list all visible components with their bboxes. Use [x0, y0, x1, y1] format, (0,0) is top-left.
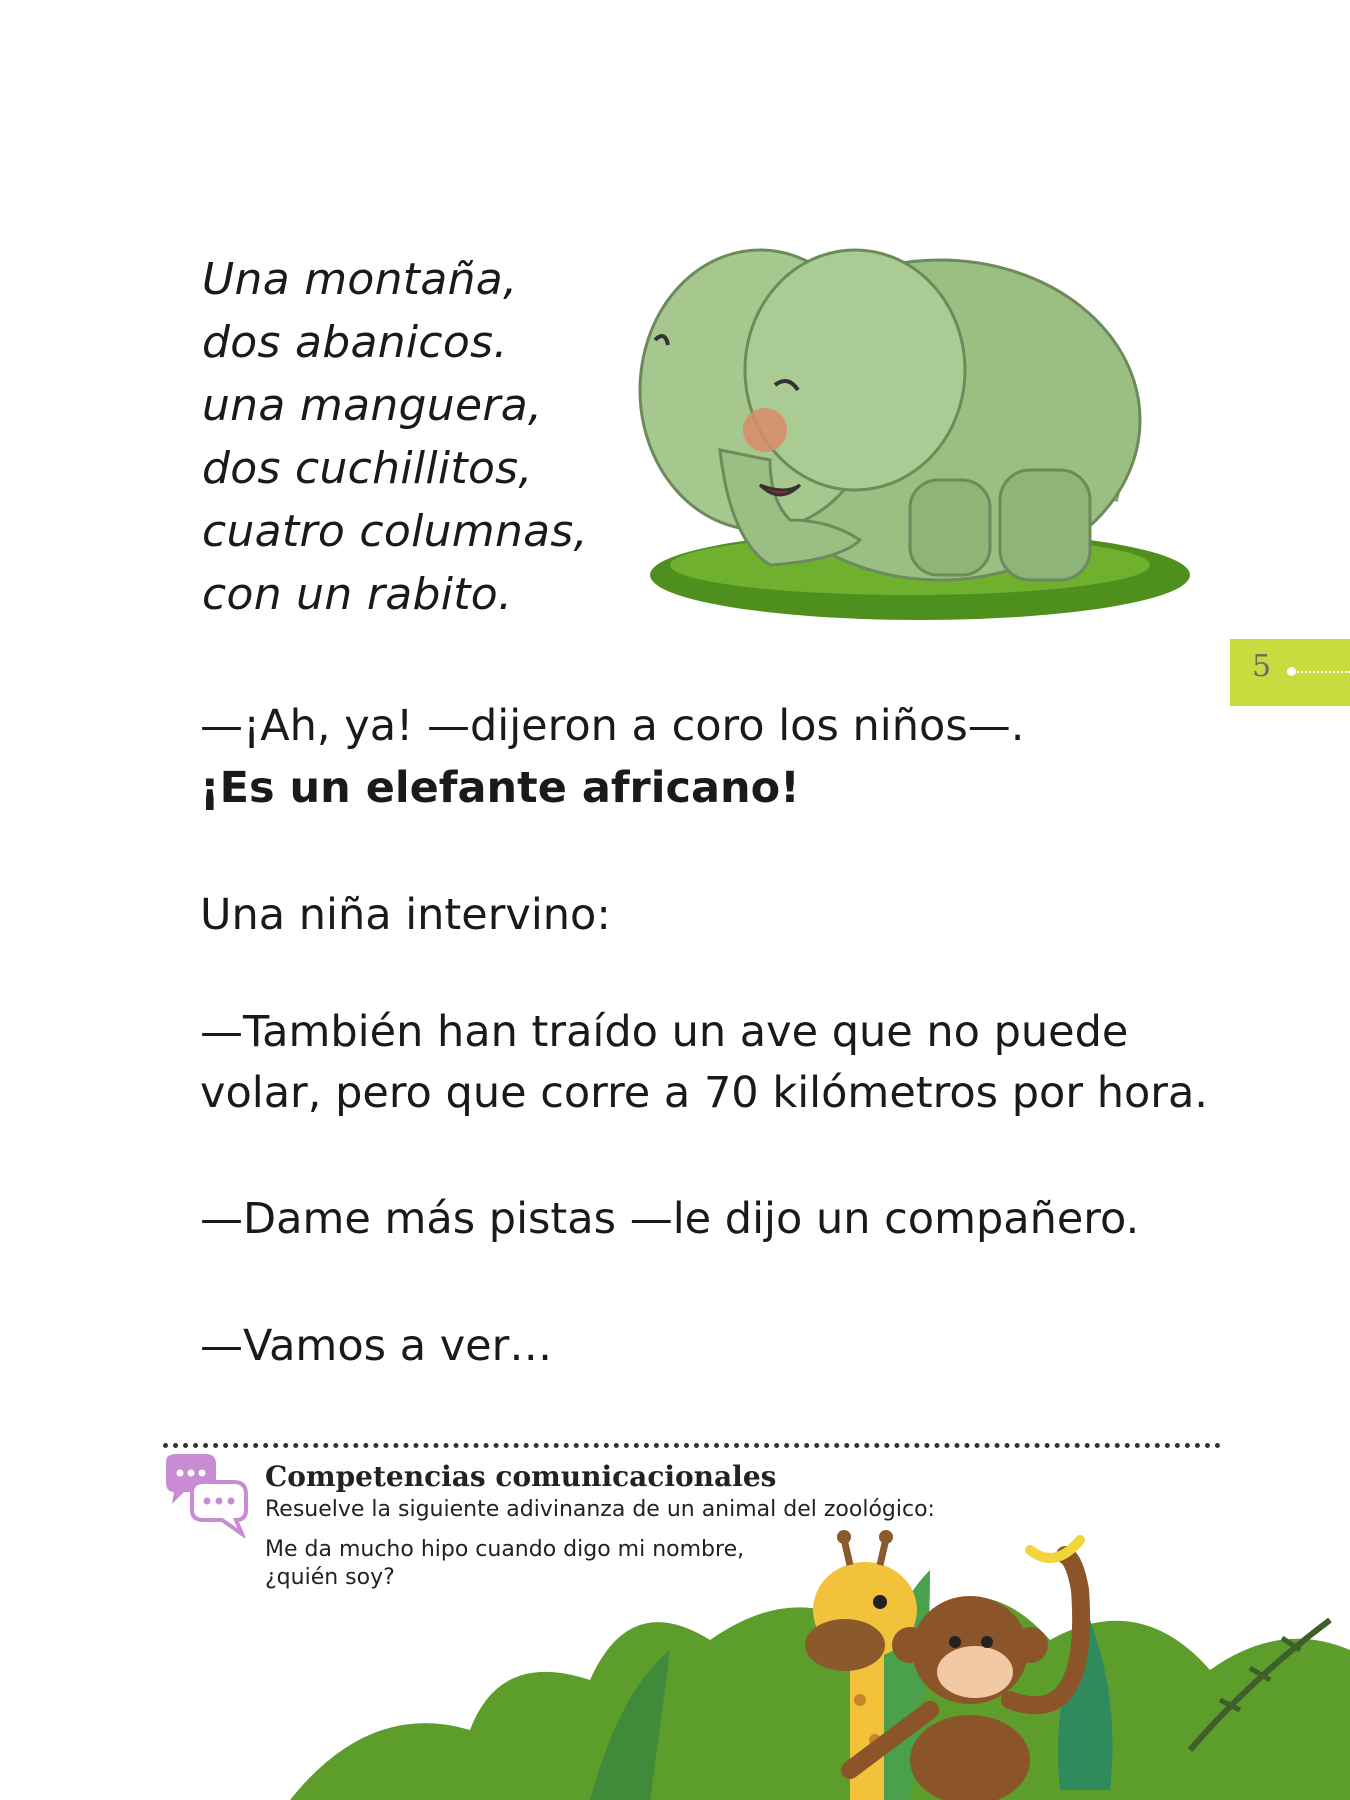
story-line-bold: ¡Es un elefante africano!	[200, 763, 800, 813]
riddle-poem	[202, 248, 622, 626]
story-line: —Dame más pistas —le dijo un compañero.	[200, 1194, 1140, 1244]
poem-line: una manguera,	[202, 380, 543, 431]
poem-line: con un rabito.	[202, 569, 513, 620]
section-instruction: Resuelve la siguiente adivinanza de un animal del zoológico:	[265, 1497, 935, 1522]
story-line: —¡Ah, ya! —dijeron a coro los niños—.	[200, 701, 1025, 751]
chat-bubbles-icon	[160, 1452, 250, 1538]
page-number-tab	[1230, 639, 1350, 706]
story-line: volar, pero que corre a 70 kilómetros por hora.	[200, 1068, 1208, 1118]
elephant-illustration	[610, 220, 1200, 670]
story-line: —También han traído un ave que no puede	[200, 1007, 1129, 1057]
giraffe-monkey-jungle-illustration	[290, 1530, 1350, 1800]
riddle-line: Me da mucho hipo cuando digo mi nombre,	[265, 1537, 745, 1562]
poem-line: cuatro columnas,	[202, 506, 588, 557]
story-line: —Vamos a ver…	[200, 1321, 553, 1371]
section-title: Competencias comunicacionales	[265, 1460, 777, 1493]
riddle-line: ¿quién soy?	[265, 1565, 395, 1590]
section-divider	[163, 1443, 1221, 1448]
story-line: Una niña intervino:	[200, 890, 611, 940]
poem-line: Una montaña,	[202, 254, 518, 305]
poem-line: dos abanicos.	[202, 317, 508, 368]
page-number: 5	[1252, 649, 1272, 684]
tab-dotted-line	[1290, 671, 1350, 673]
poem-line: dos cuchillitos,	[202, 443, 533, 494]
